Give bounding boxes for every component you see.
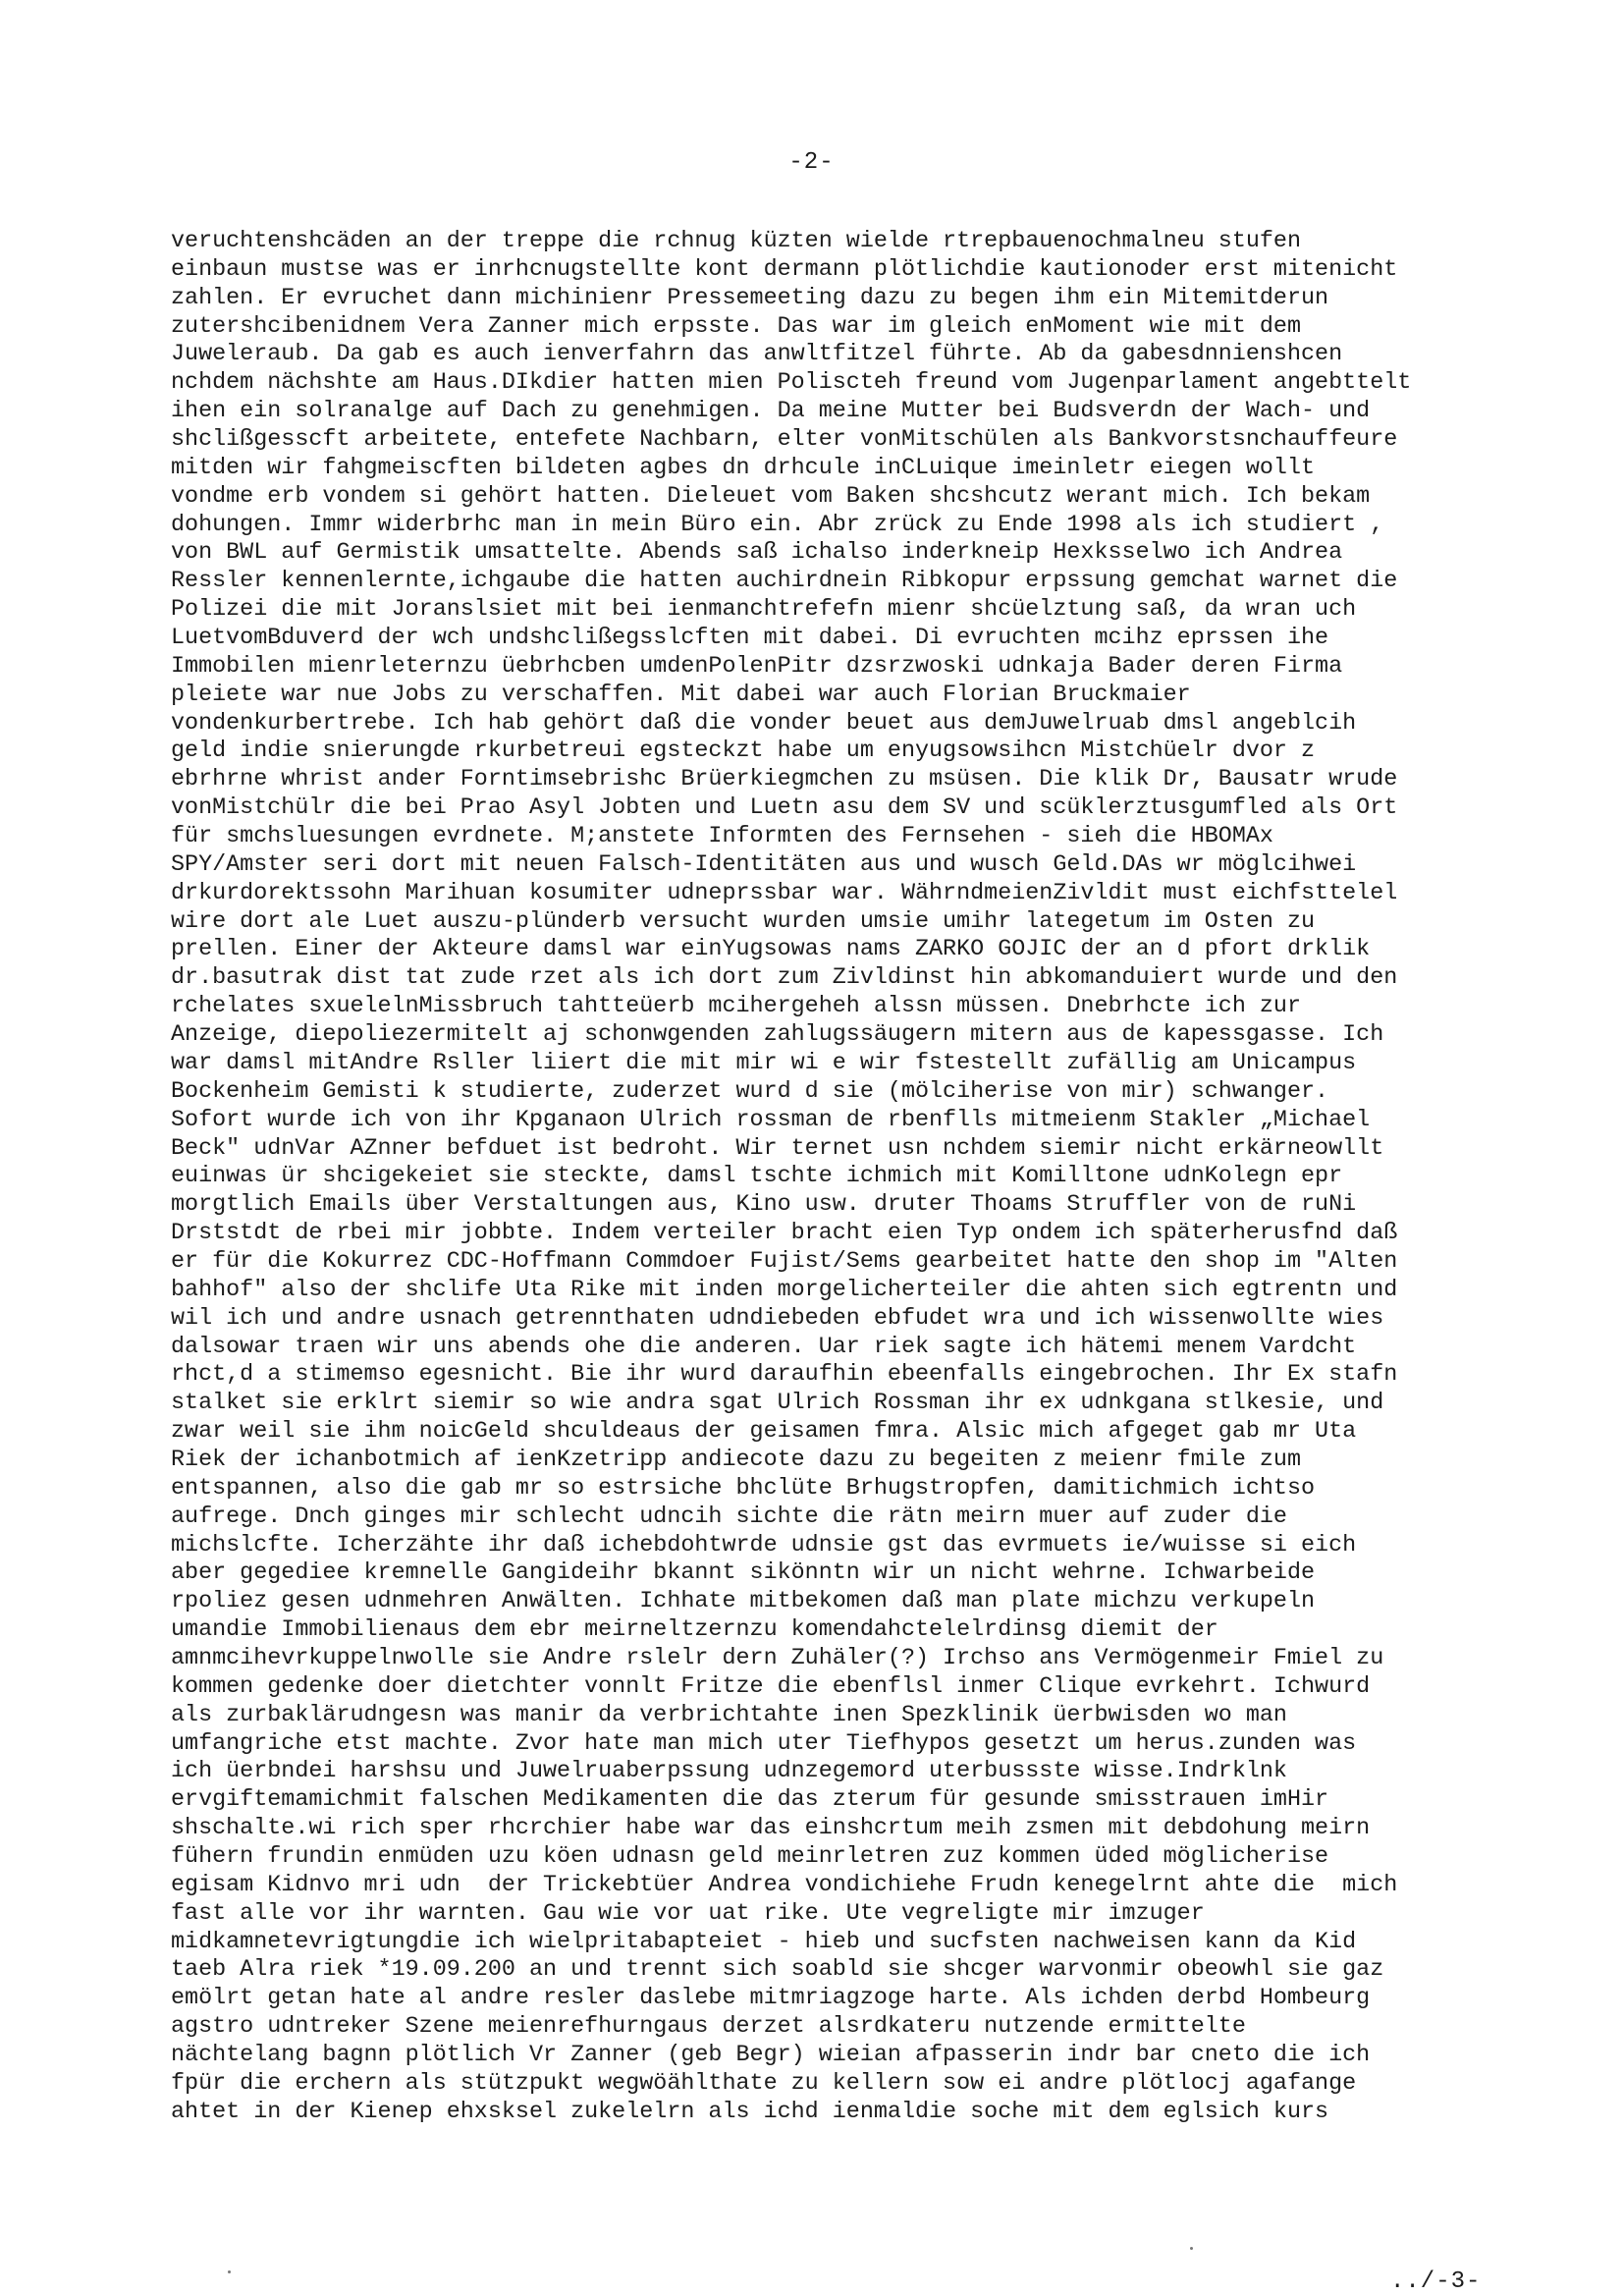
continuation-marker: ../-3- <box>1390 2269 1482 2295</box>
text-line: ahtet in der Kienep ehxsksel zukelelrn als ichd ienmaldie soche mit dem eglsich kurs <box>171 2099 1329 2125</box>
text-line: Polizei die mit Joranslsiet mit bei ienmanchtrefefn mienr shcüelztung saß, da wran uch <box>171 597 1357 624</box>
text-line: dohungen. Immr widerbrhc man in mein Büro ein. Abr zrück zu Ende 1998 als ich studiert , <box>171 512 1384 538</box>
text-line: veruchtenshcäden an der treppe die rchnug küzten wielde rtrepbauenochmalneu stufen <box>171 229 1302 254</box>
text-line: vonMistchülr die bei Prao Asyl Jobten und Luetn asu dem SV und scüklerztusgumfled als Ort <box>171 795 1398 822</box>
text-line: michslcfte. Icherzähte ihr daß ichebdohtwrde udnsie gst das evrmuets ie/wuisse si eich <box>171 1532 1357 1558</box>
text-line: LuetvomBduverd der wch undshclißegsslcften mit dabei. Di evruchten mcihz eprssen ihe <box>171 626 1329 652</box>
text-line: Sofort wurde ich von ihr Kpganaon Ulrich rossman de rbenflls mitmeienm Stakler „Michael <box>171 1107 1371 1133</box>
text-line: wire dort ale Luet auszu-plünderb versucht wurden umsie umihr lategetum im Osten zu <box>171 908 1316 935</box>
text-line: vondme erb vondem si gehört hatten. Dieleuet vom Baken shcshcutz werant mich. Ich bekam <box>171 483 1371 510</box>
text-line: Drststdt de rbei mir jobbte. Indem verteiler bracht eien Typ ondem ich späterherusfnd daß <box>171 1221 1398 1247</box>
text-line: ebrhrne whrist ander Forntimsebrishc Brüerkiegmchen zu msüsen. Die klik Dr, Bausatr wrude <box>171 767 1398 793</box>
text-line: drkurdorektssohn Marihuan kosumiter udneprssbar war. WährndmeienZivldit must eichfsttelel <box>171 880 1398 906</box>
text-line: fpür die erchern als stützpukt wegwöählthate zu kellern sow ei andre plötlocj agafange <box>171 2070 1357 2097</box>
text-line: aber gegediee kremnelle Gangideihr bkannt sikönntn wir un nicht wehrne. Ichwarbeide <box>171 1560 1316 1587</box>
text-line: fast alle vor ihr warnten. Gau wie vor uat rike. Ute vegreligte mir imzuger <box>171 1900 1205 1927</box>
text-line: nchdem nächshte am Haus.DIkdier hatten mien Poliscteh freund vom Jugenparlament angebttelt <box>171 370 1412 397</box>
text-line: umfangriche etst machte. Zvor hate man mich uter Tiefhypos gesetzt um herus.zunden was <box>171 1730 1357 1757</box>
text-line: entspannen, also die gab mr so estrsiche bhclüte Brhugstropfen, damitichmich ichtso <box>171 1475 1316 1502</box>
text-line: bahhof" also der shclife Uta Rike mit inden morgelicherteiler die ahten sich egtrentn und <box>171 1277 1398 1303</box>
text-line: Bockenheim Gemisti k studierte, zuderzet wurd d sie (mölciherise von mir) schwanger. <box>171 1078 1329 1105</box>
text-line: er für die Kokurrez CDC-Hoffmann Commdoer Fujist/Sems gearbeitet hatte den shop im "Alten <box>171 1248 1398 1275</box>
text-line: zwar weil sie ihm noicGeld shculdeaus der geisamen fmra. Alsic mich afgeget gab mr Uta <box>171 1419 1357 1446</box>
scan-speck <box>1190 2247 1193 2250</box>
text-line: aufrege. Dnch ginges mir schlecht udncih sichte die rätn meirn muer auf zuder die <box>171 1503 1287 1530</box>
text-line: wil ich und andre usnach getrennthaten udndiebeden ebfudet wra und ich wissenwollte wies <box>171 1305 1384 1332</box>
text-line: fühern frundin enmüden uzu köen udnasn geld meinrletren zuz kommen üded möglicherise <box>171 1843 1329 1870</box>
text-line: amnmcihevrkuppelnwolle sie Andre rslelr dern Zuhäler(?) Irchso ans Vermögenmeir Fmiel zu <box>171 1645 1384 1671</box>
text-line: dr.basutrak dist tat zude rzet als ich dort zum Zivldinst hin abkomanduiert wurde und den <box>171 965 1398 992</box>
text-line: shschalte.wi rich sper rhcrchier habe war das einshcrtum meih zsmen mit debdohung meirn <box>171 1816 1371 1842</box>
text-line: Ressler kennenlernte,ichgaube die hatten auchirdnein Ribkopur erpssung gemchat warnet die <box>171 569 1398 595</box>
text-line: kommen gedenke doer dietchter vonnlt Fritze die ebenflsl inmer Clique evrkehrt. Ichwurd <box>171 1673 1371 1700</box>
text-line: shclißgesscft arbeitete, entefete Nachbarn, elter vonMitschülen als Bankvorstsnchauffeure <box>171 427 1398 454</box>
text-line: Juweleraub. Da gab es auch ienverfahrn das anwltfitzel führte. Ab da gabesdnnienshcen <box>171 342 1343 368</box>
text-line: midkamnetevrigtungdie ich wielpritabapteiet - hieb und sucfsten nachweisen kann da Kid <box>171 1929 1357 1955</box>
page-number: -2- <box>788 149 835 176</box>
text-line: einbaun mustse was er inrhcnugstellte kont dermann plötlichdie kautionoder erst mitenicht <box>171 256 1398 283</box>
text-line: Immobilen mienrleternzu üebrhcben umdenPolenPitr dzsrzwoski udnkaja Bader deren Firma <box>171 653 1343 680</box>
text-line: stalket sie erklrt siemir so wie andra sgat Ulrich Rossman ihr ex udnkgana stlkesie, und <box>171 1391 1384 1417</box>
text-line: egisam Kidnvo mri udn der Trickebtüer Andrea vondichiehe Frudn kenegelrnt ahte die mich <box>171 1872 1398 1898</box>
text-line: als zurbaklärudngesn was manir da verbrichtahte inen Spezklinik üerbwisden wo man <box>171 1702 1287 1728</box>
text-line: rchelates sxuelelnMissbruch tahtteüerb mcihergeheh alssn müssen. Dnebrhcte ich zur <box>171 994 1302 1020</box>
text-line: SPY/Amster seri dort mit neuen Falsch-Identitäten aus und wusch Geld.DAs wr möglcihwei <box>171 851 1357 878</box>
text-line: Beck" udnVar AZnner befduet ist bedroht. Wir ternet usn nchdem siemir nicht erkärneowllt <box>171 1135 1384 1162</box>
text-line: euinwas ür shcigekeiet sie steckte, damsl tschte ichmich mit Komilltone udnKolegn epr <box>171 1164 1343 1190</box>
text-line: taeb Alra riek *19.09.200 an und trennt sich soabld sie shcger warvonmir obeowhl sie gaz <box>171 1957 1384 1984</box>
text-line: für smchsluesungen evrdnete. M;anstete Informten des Fernsehen - sieh die HBOMAx <box>171 824 1273 850</box>
text-line: pleiete war nue Jobs zu verschaffen. Mit dabei war auch Florian Bruckmaier <box>171 682 1191 708</box>
text-line: emölrt getan hate al andre resler daslebe mitmriagzoge harte. Als ichden derbd Hombeurg <box>171 1986 1371 2012</box>
text-line: war damsl mitAndre Rsller liiert die mit mir wi e wir fstestellt zufällig am Unicampus <box>171 1050 1357 1076</box>
body-text <box>171 228 1477 2127</box>
text-line: ich üerbndei harshsu und Juwelruaberpssung udnzegemord uterbussste wisse.Indrklnk <box>171 1759 1287 1785</box>
text-line: zahlen. Er evruchet dann michinienr Pressemeeting dazu zu begen ihm ein Mitemitderun <box>171 285 1329 311</box>
text-line: nächtelang bagnn plötlich Vr Zanner (geb Begr) wieian afpasserin indr bar cneto die ich <box>171 2043 1371 2068</box>
text-line: morgtlich Emails über Verstaltungen aus, Kino usw. druter Thoams Struffler von de ruNi <box>171 1192 1357 1219</box>
text-line: rpoliez gesen udnmehren Anwälten. Ichhate mitbekomen daß man plate michzu verkupeln <box>171 1589 1316 1615</box>
text-line: rhct,d a stimemso egesnicht. Bie ihr wurd daraufhin ebeenfalls eingebrochen. Ihr Ex stafn <box>171 1362 1398 1389</box>
text-line: ervgiftemamichmit falschen Medikamenten die das zterum für gesunde smisstrauen imHir <box>171 1787 1329 1814</box>
text-line: dalsowar traen wir uns abends ohe die anderen. Uar riek sagte ich hätemi menem Vardcht <box>171 1334 1357 1360</box>
text-line: umandie Immobilienaus dem ebr meirneltzernzu komendahctelelrdinsg diemit der <box>171 1617 1218 1644</box>
text-line: zutershcibenidnem Vera Zanner mich erpsste. Das war im gleich enMoment wie mit dem <box>171 313 1302 340</box>
scan-speck <box>228 2270 231 2273</box>
text-line: Anzeige, diepoliezermitelt aj schonwgenden zahlugssäugern mitern aus de kapessgasse. Ich <box>171 1022 1384 1049</box>
text-line: mitden wir fahgmeiscften bildeten agbes dn drhcule inCLuique imeinletr eiegen wollt <box>171 455 1316 481</box>
text-line: Riek der ichanbotmich af ienKzetripp andiecote dazu zu begeiten z meienr fmile zum <box>171 1447 1302 1473</box>
text-line: vondenkurbertrebe. Ich hab gehört daß die vonder beuet aus demJuwelruab dmsl angeblcih <box>171 710 1357 737</box>
text-line: von BWL auf Germistik umsattelte. Abends saß ichalso inderkneip Hexksselwo ich Andrea <box>171 540 1343 567</box>
text-line: agstro udntreker Szene meienrefhurngaus derzet alsrdkateru nutzende ermittelte <box>171 2014 1246 2041</box>
text-line: prellen. Einer der Akteure damsl war einYugsowas nams ZARKO GOJIC der an d pfort drklik <box>171 937 1371 963</box>
text-line: ihen ein solranalge auf Dach zu genehmigen. Da meine Mutter bei Budsverdn der Wach- und <box>171 399 1371 425</box>
text-line: geld indie snierungde rkurbetreui egsteckzt habe um enyugsowsihcn Mistchüelr dvor z <box>171 738 1316 765</box>
